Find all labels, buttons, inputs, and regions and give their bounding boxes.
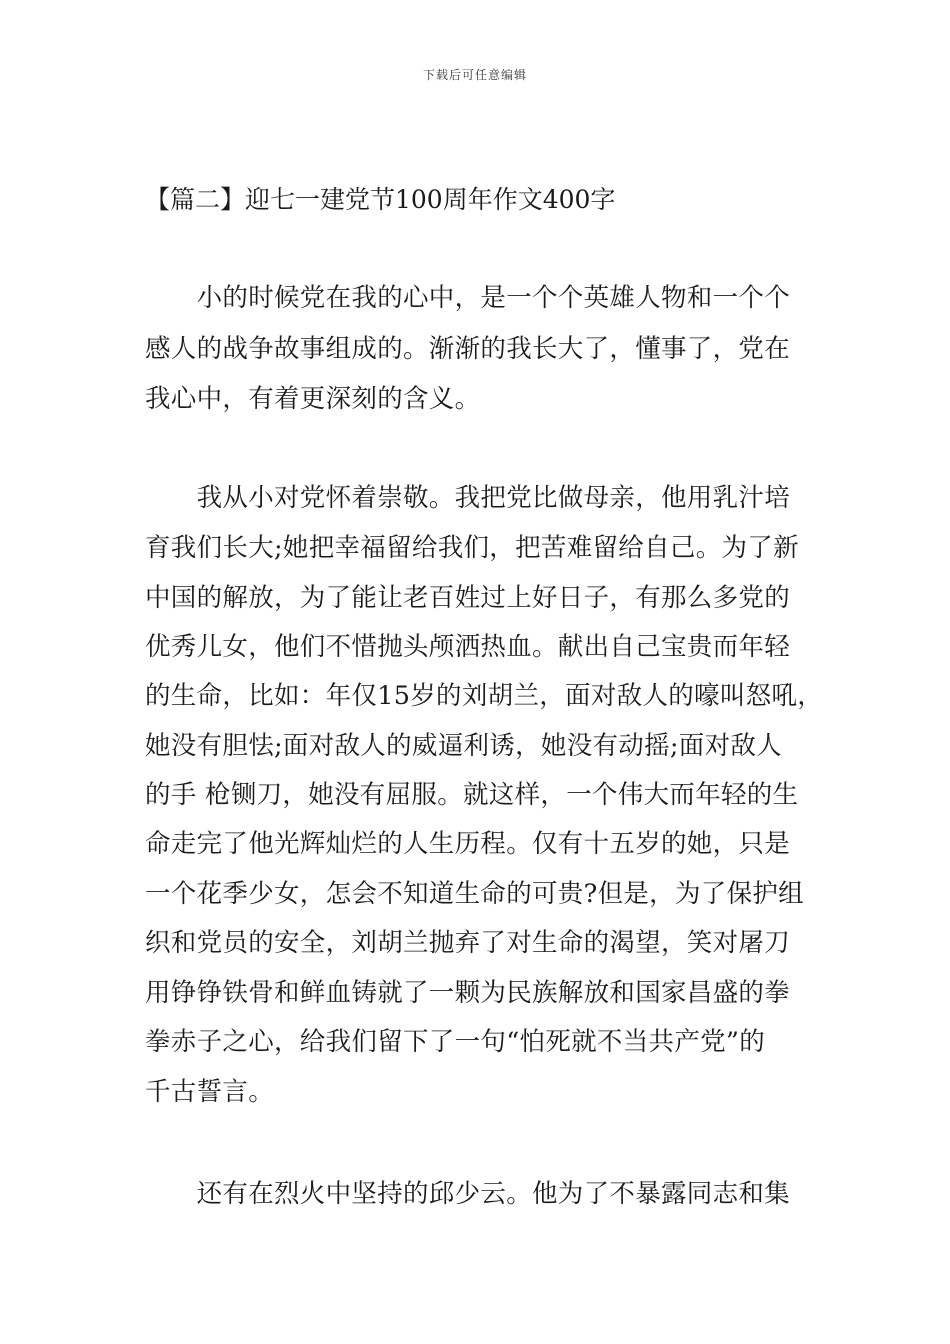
paragraph-1-line-2: 感人的战争故事组成的。渐渐的我长大了，懂事了，党在 (145, 334, 791, 364)
paragraph-2-line-9: 一个花季少女，怎会不知道生命的可贵?但是，为了保护组 (145, 879, 804, 909)
paragraph-1-line-3: 我心中，有着更深刻的含义。 (145, 384, 481, 414)
paragraph-2-line-13: 千古誓言。 (145, 1077, 275, 1107)
paragraph-2-line-7: 的手 枪铡刀，她没有屈服。就这样，一个伟大而年轻的生 (145, 780, 799, 810)
paragraph-2-line-8: 命走完了他光辉灿烂的人生历程。仅有十五岁的她，只是 (145, 829, 791, 859)
paragraph-2-line-3: 中国的解放，为了能让老百姓过上好日子，有那么多党的 (145, 583, 791, 613)
paragraph-2-line-12: 拳赤子之心，给我们留下了一句“怕死就不当共产党”的 (145, 1027, 766, 1057)
paragraph-2-line-1: 我从小对党怀着崇敬。我把党比做母亲，他用乳汁培 (145, 483, 791, 513)
document-title: 【篇二】迎七一建党节100周年作文400字 (145, 185, 616, 214)
paragraph-2-line-11: 用铮铮铁骨和鲜血铸就了一颗为民族解放和国家昌盛的拳 (145, 978, 791, 1008)
paragraph-2-line-4: 优秀儿女，他们不惜抛头颅洒热血。献出自己宝贵而年轻 (145, 632, 791, 662)
paragraph-1-line-1: 小的时候党在我的心中，是一个个英雄人物和一个个 (145, 283, 791, 313)
paragraph-2-line-6: 她没有胆怯;面对敌人的威逼利诱，她没有动摇;面对敌人 (145, 731, 782, 761)
paragraph-2-line-5: 的生命，比如：年仅15岁的刘胡兰，面对敌人的嚎叫怒吼， (145, 681, 824, 711)
paragraph-2-line-2: 育我们长大;她把幸福留给我们，把苦难留给自己。为了新 (145, 533, 799, 563)
page-header: 下载后可任意编辑 (422, 68, 527, 82)
paragraph-2-line-10: 织和党员的安全，刘胡兰抛弃了对生命的渴望，笑对屠刀 (145, 928, 791, 958)
paragraph-3-line-1: 还有在烈火中坚持的邱少云。他为了不暴露同志和集 (145, 1179, 791, 1209)
